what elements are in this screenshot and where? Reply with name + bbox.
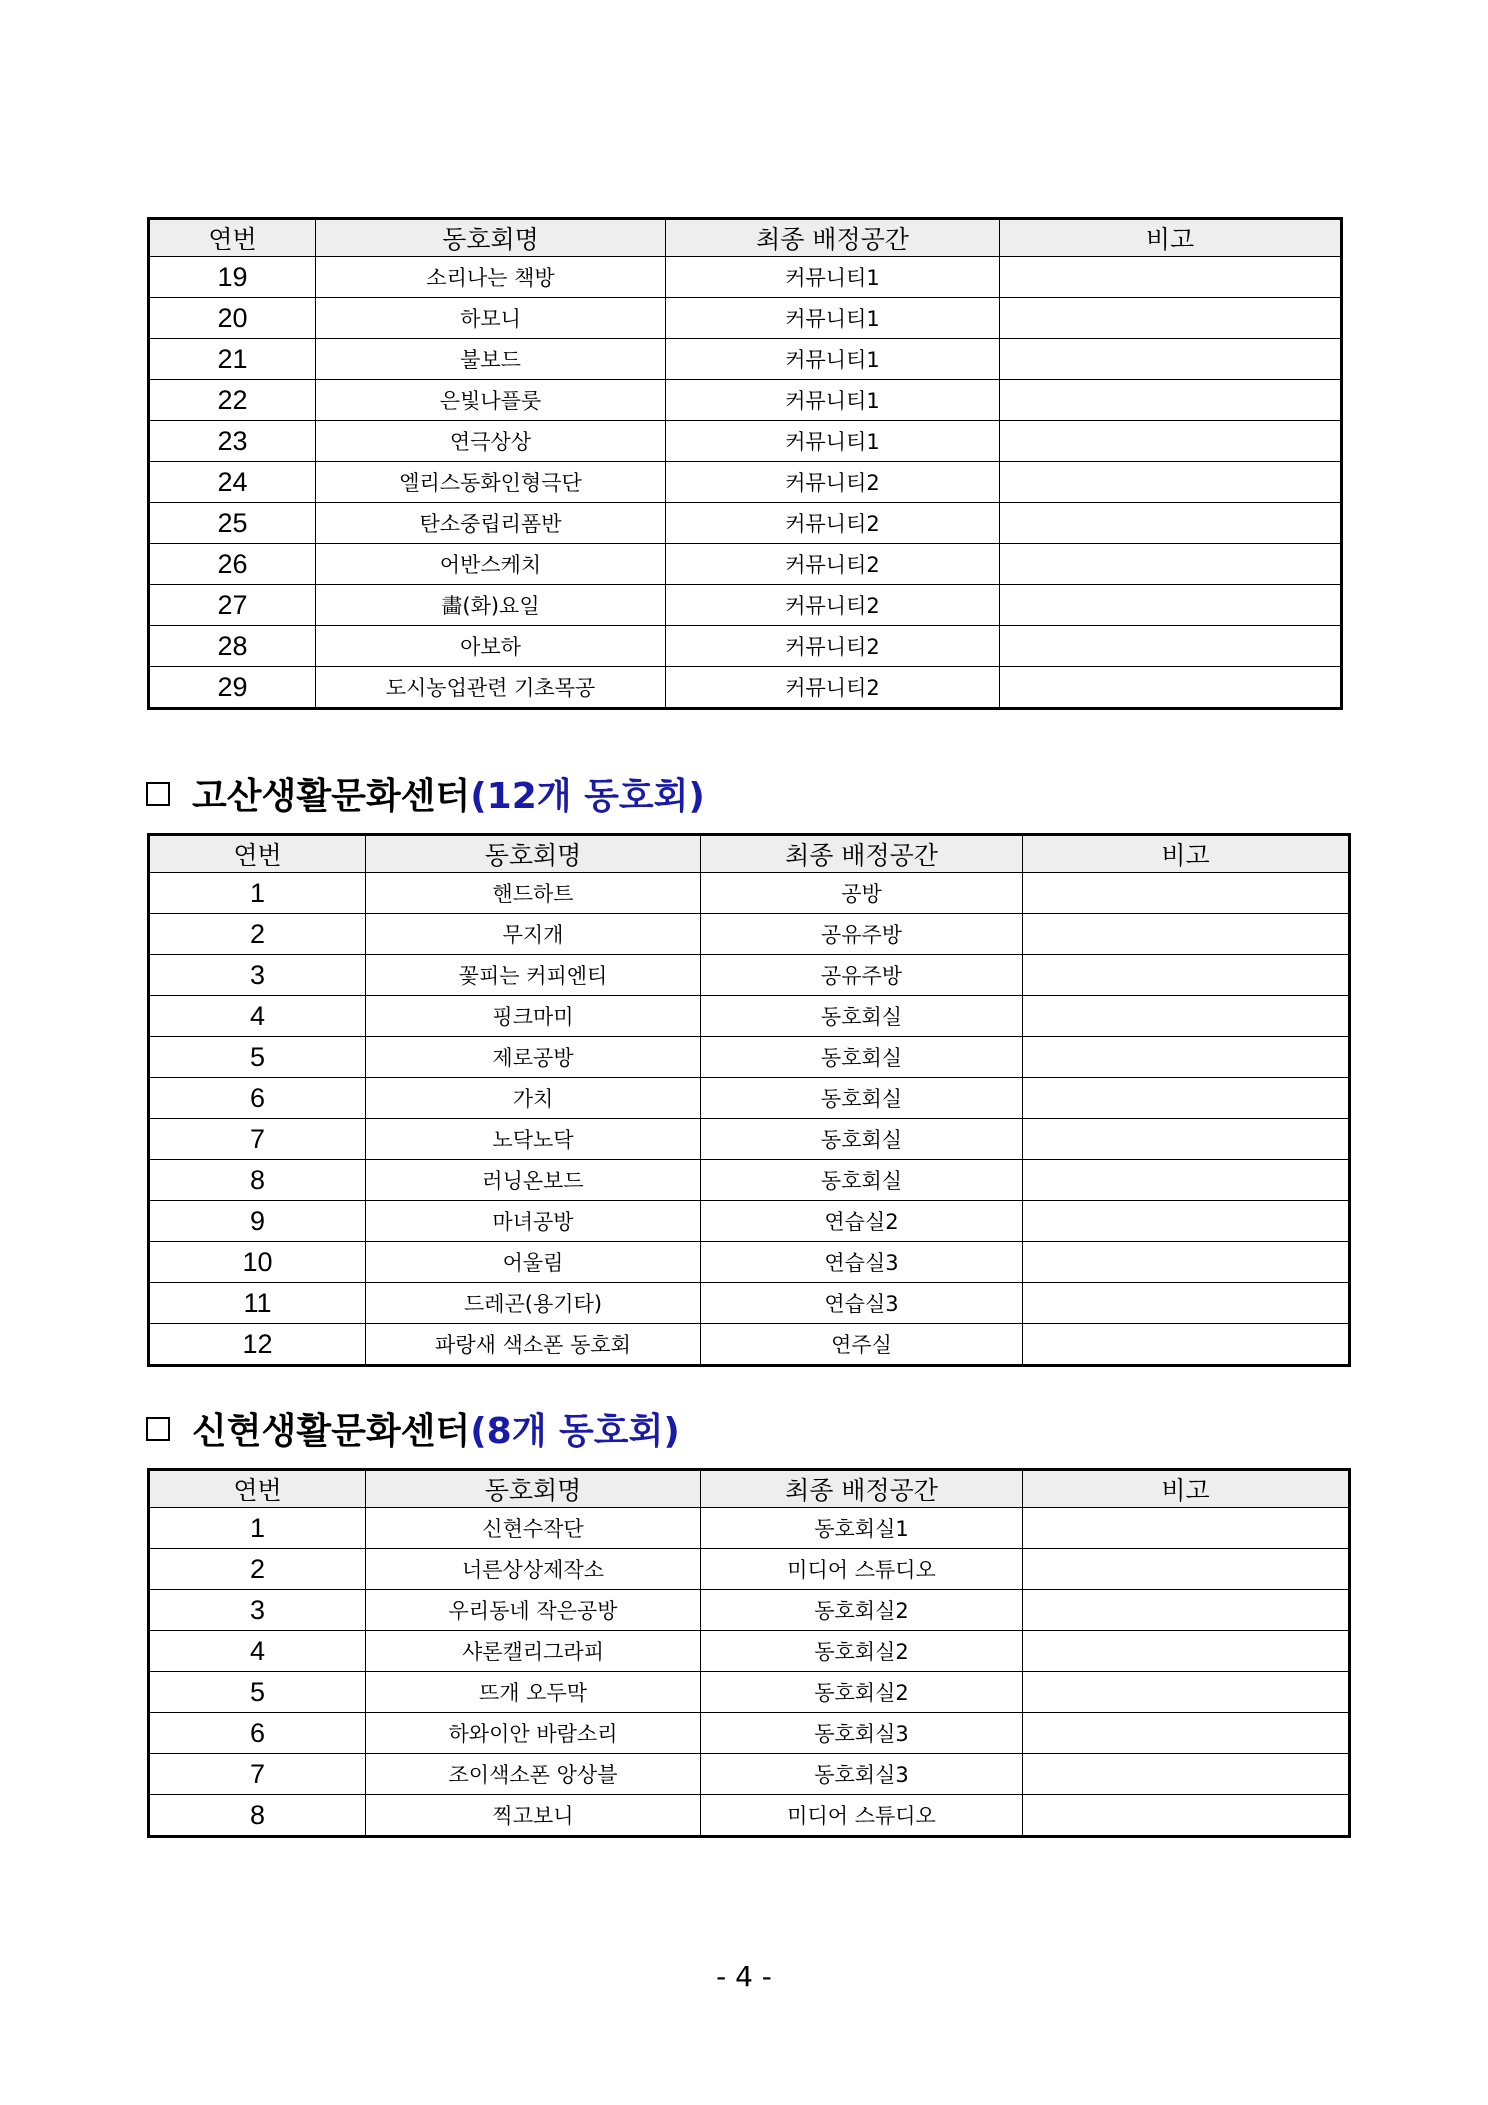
row-number: 12 (149, 1324, 366, 1366)
table-row (149, 585, 1342, 626)
assigned-space-cell: 커뮤니티1 (666, 339, 1000, 380)
header-assigned-space: 최종 배정공간 (701, 1470, 1023, 1508)
note-cell (1000, 626, 1342, 667)
club-name-cell: 무지개 (366, 914, 701, 955)
assigned-space-cell: 동호회실2 (701, 1631, 1023, 1672)
club-name-cell: 드레곤(용기타) (366, 1283, 701, 1324)
club-name-cell: 핑크마미 (366, 996, 701, 1037)
row-number: 29 (149, 667, 316, 709)
club-name-cell: 신현수작단 (366, 1508, 701, 1549)
note-cell (1023, 914, 1350, 955)
row-number: 7 (149, 1119, 366, 1160)
row-number: 24 (149, 462, 316, 503)
assigned-space-cell: 커뮤니티2 (666, 462, 1000, 503)
assigned-space-cell: 동호회실2 (701, 1590, 1023, 1631)
table-row (149, 1754, 1350, 1795)
table-header-row (149, 835, 1350, 873)
page-number: - 4 - (716, 1960, 772, 1993)
section-club-count: (8개 동호회) (470, 1411, 680, 1452)
assigned-space-cell: 커뮤니티2 (666, 585, 1000, 626)
assigned-space-cell: 연습실2 (701, 1201, 1023, 1242)
note-cell (1023, 1549, 1350, 1590)
row-number: 4 (149, 1631, 366, 1672)
club-name-cell: 엘리스동화인형극단 (316, 462, 666, 503)
assigned-space-cell: 연습실3 (701, 1283, 1023, 1324)
row-number: 6 (149, 1078, 366, 1119)
row-number: 27 (149, 585, 316, 626)
note-cell (1000, 421, 1342, 462)
row-number: 21 (149, 339, 316, 380)
table-row (149, 955, 1350, 996)
club-table-sinhyeon (147, 1468, 1351, 1838)
assigned-space-cell: 동호회실3 (701, 1754, 1023, 1795)
assigned-space-cell: 연습실3 (701, 1242, 1023, 1283)
header-no: 연번 (149, 1470, 366, 1508)
row-number: 26 (149, 544, 316, 585)
assigned-space-cell: 공유주방 (701, 955, 1023, 996)
assigned-space-cell: 연주실 (701, 1324, 1023, 1366)
note-cell (1023, 1672, 1350, 1713)
row-number: 4 (149, 996, 366, 1037)
club-name-cell: 畵(화)요일 (316, 585, 666, 626)
row-number: 9 (149, 1201, 366, 1242)
note-cell (1023, 1242, 1350, 1283)
assigned-space-cell: 커뮤니티2 (666, 626, 1000, 667)
header-assigned-space: 최종 배정공간 (701, 835, 1023, 873)
header-note: 비고 (1023, 835, 1350, 873)
section-title-sinhyeon (146, 1403, 680, 1454)
club-table-gosan (147, 833, 1351, 1367)
club-name-cell: 연극상상 (316, 421, 666, 462)
row-number: 8 (149, 1795, 366, 1837)
club-name-cell: 소리나는 책방 (316, 257, 666, 298)
note-cell (1000, 503, 1342, 544)
note-cell (1000, 462, 1342, 503)
row-number: 1 (149, 1508, 366, 1549)
header-note: 비고 (1023, 1470, 1350, 1508)
note-cell (1023, 1201, 1350, 1242)
table-row (149, 339, 1342, 380)
table-row (149, 914, 1350, 955)
row-number: 3 (149, 1590, 366, 1631)
note-cell (1000, 544, 1342, 585)
note-cell (1023, 996, 1350, 1037)
table-row (149, 1283, 1350, 1324)
assigned-space-cell: 커뮤니티1 (666, 380, 1000, 421)
note-cell (1000, 585, 1342, 626)
table-row (149, 1508, 1350, 1549)
club-name-cell: 탄소중립리폼반 (316, 503, 666, 544)
header-club-name: 동호회명 (366, 1470, 701, 1508)
assigned-space-cell: 동호회실 (701, 1078, 1023, 1119)
row-number: 5 (149, 1672, 366, 1713)
row-number: 23 (149, 421, 316, 462)
table-row (149, 503, 1342, 544)
club-name-cell: 하모니 (316, 298, 666, 339)
note-cell (1000, 380, 1342, 421)
table-row (149, 1549, 1350, 1590)
assigned-space-cell: 공방 (701, 873, 1023, 914)
assigned-space-cell: 동호회실 (701, 1119, 1023, 1160)
table-header-row (149, 219, 1342, 257)
club-name-cell: 제로공방 (366, 1037, 701, 1078)
section-title-gosan (146, 768, 705, 819)
header-no: 연번 (149, 219, 316, 257)
row-number: 8 (149, 1160, 366, 1201)
header-no: 연번 (149, 835, 366, 873)
table-body (149, 873, 1350, 1366)
note-cell (1023, 1283, 1350, 1324)
table-row (149, 257, 1342, 298)
club-name-cell: 찍고보니 (366, 1795, 701, 1837)
table-body (149, 1508, 1350, 1837)
note-cell (1023, 1631, 1350, 1672)
club-name-cell: 조이색소폰 앙상블 (366, 1754, 701, 1795)
note-cell (1023, 1078, 1350, 1119)
table-row (149, 544, 1342, 585)
table-row (149, 1242, 1350, 1283)
assigned-space-cell: 커뮤니티2 (666, 503, 1000, 544)
club-name-cell: 핸드하트 (366, 873, 701, 914)
note-cell (1023, 1795, 1350, 1837)
row-number: 2 (149, 1549, 366, 1590)
club-name-cell: 러닝온보드 (366, 1160, 701, 1201)
header-note: 비고 (1000, 219, 1342, 257)
section-center-name: 고산생활문화센터 (192, 776, 471, 817)
assigned-space-cell: 커뮤니티2 (666, 544, 1000, 585)
club-name-cell: 샤론캘리그라피 (366, 1631, 701, 1672)
assigned-space-cell: 미디어 스튜디오 (701, 1549, 1023, 1590)
table-row (149, 298, 1342, 339)
row-number: 6 (149, 1713, 366, 1754)
table-row (149, 667, 1342, 709)
row-number: 11 (149, 1283, 366, 1324)
club-table-continued (147, 217, 1343, 710)
assigned-space-cell: 동호회실 (701, 996, 1023, 1037)
club-name-cell: 도시농업관련 기초목공 (316, 667, 666, 709)
row-number: 25 (149, 503, 316, 544)
club-name-cell: 파랑새 색소폰 동호회 (366, 1324, 701, 1366)
table-row (149, 421, 1342, 462)
section-center-name: 신현생활문화센터 (192, 1411, 471, 1452)
club-name-cell: 어반스케치 (316, 544, 666, 585)
row-number: 5 (149, 1037, 366, 1078)
club-name-cell: 가치 (366, 1078, 701, 1119)
table-row (149, 1119, 1350, 1160)
header-club-name: 동호회명 (316, 219, 666, 257)
table-row (149, 1078, 1350, 1119)
note-cell (1023, 1037, 1350, 1078)
table-row (149, 626, 1342, 667)
section-club-count: (12개 동호회) (470, 776, 705, 817)
assigned-space-cell: 커뮤니티1 (666, 298, 1000, 339)
table-row (149, 1672, 1350, 1713)
table-row (149, 1324, 1350, 1366)
assigned-space-cell: 공유주방 (701, 914, 1023, 955)
table-row (149, 873, 1350, 914)
row-number: 10 (149, 1242, 366, 1283)
note-cell (1000, 339, 1342, 380)
note-cell (1023, 1508, 1350, 1549)
note-cell (1023, 1713, 1350, 1754)
note-cell (1023, 955, 1350, 996)
table-row (149, 996, 1350, 1037)
club-name-cell: 우리동네 작은공방 (366, 1590, 701, 1631)
row-number: 7 (149, 1754, 366, 1795)
club-name-cell: 아보하 (316, 626, 666, 667)
note-cell (1023, 873, 1350, 914)
assigned-space-cell: 동호회실2 (701, 1672, 1023, 1713)
table-header-row (149, 1470, 1350, 1508)
row-number: 1 (149, 873, 366, 914)
club-name-cell: 마녀공방 (366, 1201, 701, 1242)
table-row (149, 380, 1342, 421)
table-body (149, 257, 1342, 709)
club-name-cell: 은빛나플룻 (316, 380, 666, 421)
note-cell (1023, 1324, 1350, 1366)
table-row (149, 1201, 1350, 1242)
assigned-space-cell: 커뮤니티2 (666, 667, 1000, 709)
table-row (149, 1713, 1350, 1754)
note-cell (1023, 1754, 1350, 1795)
table-row (149, 1160, 1350, 1201)
assigned-space-cell: 커뮤니티1 (666, 421, 1000, 462)
assigned-space-cell: 동호회실 (701, 1160, 1023, 1201)
table-row (149, 1795, 1350, 1837)
note-cell (1000, 298, 1342, 339)
note-cell (1023, 1160, 1350, 1201)
table-row (149, 462, 1342, 503)
assigned-space-cell: 동호회실 (701, 1037, 1023, 1078)
club-name-cell: 불보드 (316, 339, 666, 380)
note-cell (1000, 667, 1342, 709)
checkbox-icon (146, 1417, 170, 1441)
assigned-space-cell: 커뮤니티1 (666, 257, 1000, 298)
assigned-space-cell: 동호회실1 (701, 1508, 1023, 1549)
club-name-cell: 너른상상제작소 (366, 1549, 701, 1590)
note-cell (1000, 257, 1342, 298)
club-name-cell: 하와이안 바람소리 (366, 1713, 701, 1754)
checkbox-icon (146, 782, 170, 806)
assigned-space-cell: 미디어 스튜디오 (701, 1795, 1023, 1837)
table-row (149, 1037, 1350, 1078)
row-number: 20 (149, 298, 316, 339)
header-club-name: 동호회명 (366, 835, 701, 873)
club-name-cell: 노닥노닥 (366, 1119, 701, 1160)
row-number: 3 (149, 955, 366, 996)
table-row (149, 1631, 1350, 1672)
club-name-cell: 뜨개 오두막 (366, 1672, 701, 1713)
note-cell (1023, 1119, 1350, 1160)
row-number: 2 (149, 914, 366, 955)
row-number: 22 (149, 380, 316, 421)
club-name-cell: 어울림 (366, 1242, 701, 1283)
assigned-space-cell: 동호회실3 (701, 1713, 1023, 1754)
note-cell (1023, 1590, 1350, 1631)
header-assigned-space: 최종 배정공간 (666, 219, 1000, 257)
row-number: 19 (149, 257, 316, 298)
table-row (149, 1590, 1350, 1631)
club-name-cell: 꽃피는 커피엔티 (366, 955, 701, 996)
row-number: 28 (149, 626, 316, 667)
